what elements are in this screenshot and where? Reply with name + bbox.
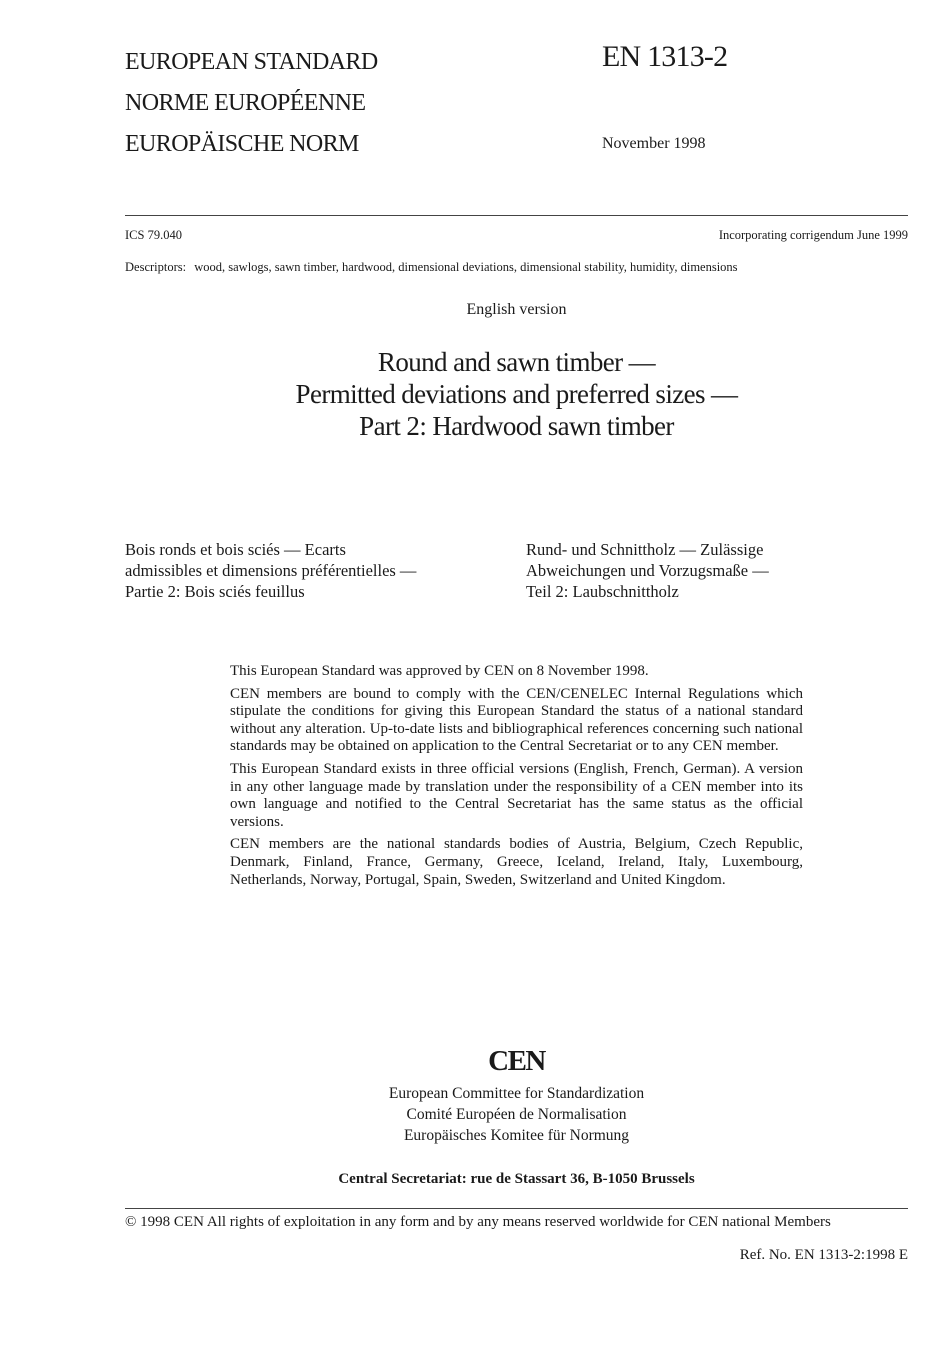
reference-number: Ref. No. EN 1313-2:1998 E bbox=[739, 1247, 908, 1263]
standard-number: EN 1313-2 bbox=[602, 40, 728, 73]
copyright-notice: © 1998 CEN All rights of exploitation in any form and by any means reserved worldwide for CEN national Members bbox=[125, 1214, 831, 1230]
standard-name-english: EUROPEAN STANDARD bbox=[125, 49, 378, 75]
descriptors-label: Descriptors: bbox=[125, 260, 187, 274]
cen-name-french: Comité Européen de Normalisation bbox=[406, 1106, 627, 1123]
cen-name-german: Europäisches Komitee für Normung bbox=[403, 1127, 630, 1144]
approval-notes bbox=[230, 663, 803, 894]
french-title bbox=[125, 539, 416, 602]
header-divider bbox=[125, 215, 908, 216]
title-line: Permitted deviations and preferred sizes — bbox=[295, 379, 738, 409]
french-title-line: Partie 2: Bois sciés feuillus bbox=[125, 582, 305, 601]
approval-paragraph: This European Standard was approved by CEN on 8 November 1998. bbox=[230, 663, 649, 679]
descriptors bbox=[125, 261, 738, 274]
german-title-line: Abweichungen und Vorzugsmaße — bbox=[526, 561, 769, 580]
publication-date: November 1998 bbox=[602, 135, 706, 152]
standard-name-french: NORME EUROPÉENNE bbox=[125, 90, 366, 116]
approval-paragraph: CEN members are bound to comply with the CEN/CENELEC Internal Regulations which stipulate the conditions for giving this European Standard the status of a national standard without any alteration. Up-to-date lists and bibliographical references concerning such national standards may be obtained on application to the Central Secretariat or to any CEN member. bbox=[230, 685, 803, 755]
cen-logo: CEN bbox=[488, 1045, 545, 1077]
french-title-line: admissibles et dimensions préférentielles — bbox=[125, 561, 417, 580]
document-title bbox=[0, 346, 950, 442]
cen-name-english: European Committee for Standardization bbox=[388, 1085, 645, 1102]
german-title bbox=[526, 539, 769, 602]
french-title-line: Bois ronds et bois sciés — Ecarts bbox=[125, 540, 346, 559]
title-line: Round and sawn timber — bbox=[377, 347, 656, 377]
cen-names bbox=[0, 1083, 950, 1146]
central-secretariat: Central Secretariat: rue de Stassart 36, B-1050 Brussels bbox=[338, 1171, 695, 1187]
approval-paragraph: This European Standard exists in three official versions (English, French, German). A version in any other language made by translation under the responsibility of a CEN member into its own language and notified to the Central Secretariat has the same status as the official versions. bbox=[230, 760, 803, 830]
ics-code: ICS 79.040 bbox=[125, 228, 182, 242]
corrigendum-note: Incorporating corrigendum June 1999 bbox=[718, 228, 908, 242]
language-version: English version bbox=[466, 301, 567, 318]
standard-name-german: EUROPÄISCHE NORM bbox=[125, 131, 359, 157]
german-title-line: Teil 2: Laubschnittholz bbox=[526, 582, 679, 601]
footer-divider bbox=[125, 1208, 908, 1209]
title-line: Part 2: Hardwood sawn timber bbox=[359, 411, 674, 441]
german-title-line: Rund- und Schnittholz — Zulässige bbox=[526, 540, 764, 559]
approval-paragraph: CEN members are the national standards bodies of Austria, Belgium, Czech Republic, Denmark, Finland, France, Germany, Greece, Iceland, Ireland, Italy, Luxembourg, Netherlands, Norway, Portugal, Spain, Sweden, Switzerland and United Kingdom. bbox=[230, 836, 803, 888]
descriptors-text: wood, sawlogs, sawn timber, hardwood, dimensional deviations, dimensional stability, humidity, dimensions bbox=[194, 260, 738, 274]
